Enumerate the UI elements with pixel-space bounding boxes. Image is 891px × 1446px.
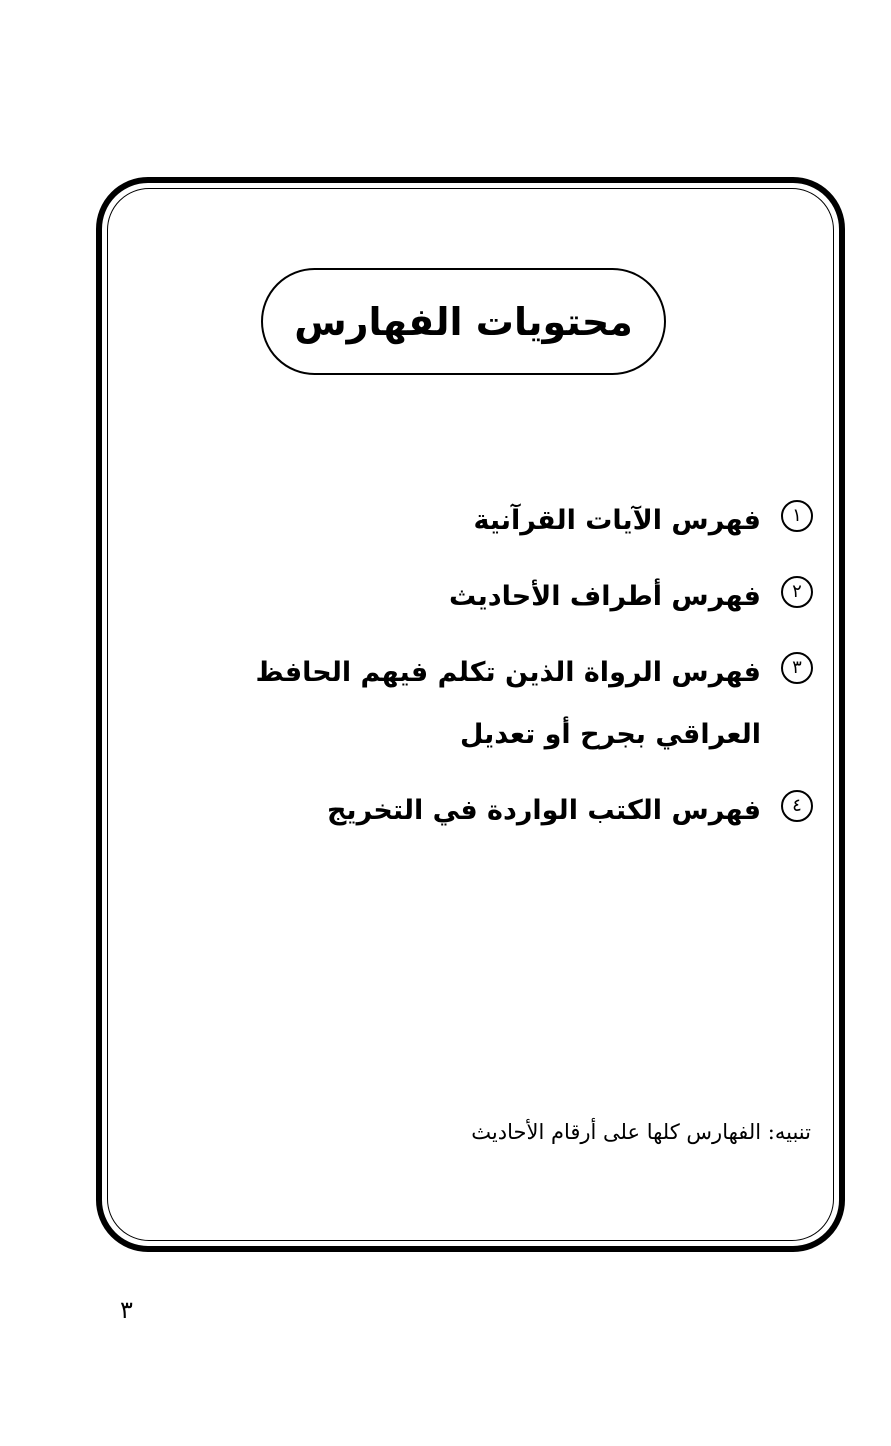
index-list [253,490,813,856]
title-box [261,268,666,375]
item-number: ٤ [781,790,813,822]
index-item-1 [253,490,813,552]
item-text: فهرس أطراف الأحاديث [449,581,761,612]
index-item-4 [253,780,813,842]
note-text: تنبيه: الفهارس كلها على أرقام الأحاديث [471,1120,811,1144]
page-number: ٣ [120,1296,133,1324]
item-number: ٣ [781,652,813,684]
index-item-3 [253,642,813,766]
item-number: ٢ [781,576,813,608]
index-item-2 [253,566,813,628]
item-text: فهرس الآيات القرآنية [473,505,761,536]
page-title: محتويات الفهارس [294,299,633,344]
item-text: فهرس الكتب الواردة في التخريج [326,795,761,826]
item-text: فهرس الرواة الذين تكلم فيهم الحافظ العراقي بجرح أو تعديل [255,657,761,750]
item-number: ١ [781,500,813,532]
